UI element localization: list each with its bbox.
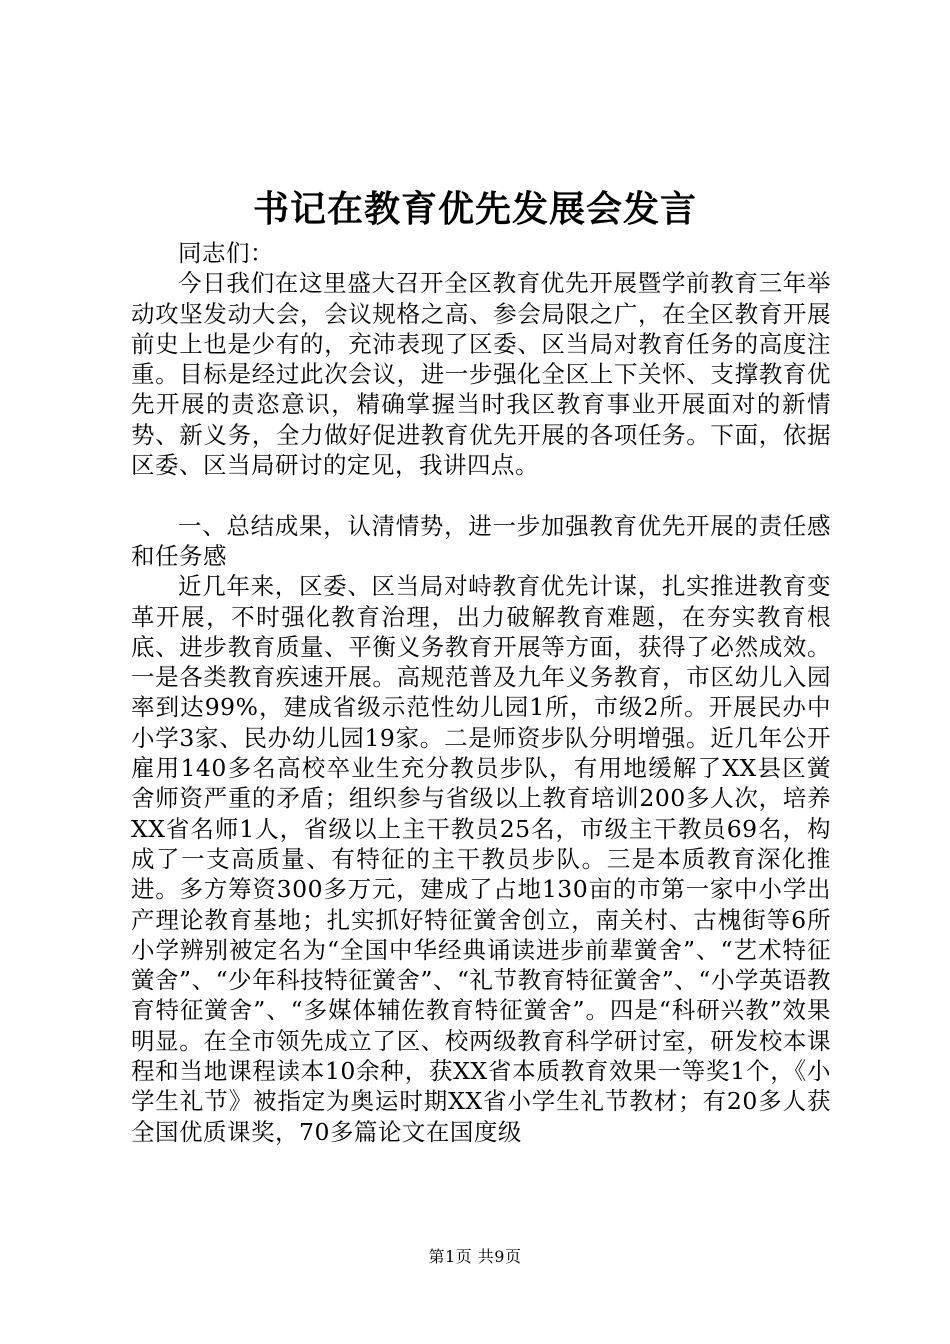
salutation-paragraph: 同志们： (178, 239, 274, 267)
intro-paragraph: 今日我们在这里盛大召开全区教育优先开展暨学前教育三年举动攻坚发动大会，会议规格之高、参会局限之广，在全区教育开展前史上也是少有的，充沛表现了区委、区当局对教育任务的高度注重。目标是经过此次会议，进一步强化全区上下关怀、支撑教育优先开展的责恣意识，精确掌握当时我区教育事业开展面对的新情势、新义务，全力做好促进教育优先开展的各项任务。下面，依据区委、区当局研讨的定见，我讲四点。 (131, 269, 831, 480)
section-heading: 一、总结成果，认清情势，进一步加强教育优先开展的责任感和任务感 (131, 511, 831, 570)
document-title: 书记在教育优先发展会发言 (252, 188, 697, 230)
page-number-footer: 第1页 共9页 (428, 1247, 522, 1266)
body-paragraph: 近几年来，区委、区当局对峙教育优先计谋，扎实推进教育变革开展，不时强化教育治理，出力破解教育难题，在夯实教育根底、进步教育质量、平衡义务教育开展等方面，获得了必然成效。一是各类教育疾速开展。高规范普及九年义务教育，市区幼儿入园率到达99%，建成省级示范性幼儿园1所，市级2所。开展民办中小学3家、民办幼儿园19家。二是师资步队分明增强。近几年公开雇用140多名高校卒业生充分教员步队，有用地缓解了XX县区黉舍师资严重的矛盾；组织参与省级以上教育培训200多人次，培养XX省名师1人，省级以上主干教员25名，市级主干教员69名，构成了一支高质量、有特征的主干教员步队。三是本质教育深化推进。多方筹资300多万元，建成了占地130亩的市第一家中小学出产理论教育基地；扎实抓好特征黉舍创立，南关村、古槐街等6所小学辨别被定名为“全国中华经典诵读进步前辈黉舍”、“艺术特征黉舍”、“少年科技特征黉舍”、“礼节教育特征黉舍”、“小学英语教育特征黉舍”、“多媒体辅佐教育特征黉舍”。四是“科研兴教”效果明显。在全市领先成立了区、校两级教育科学研讨室，研发校本课程和当地课程读本10余种，获XX省本质教育效果一等奖1个，《小学生礼节》被指定为奥运时期XX省小学生礼节教材；有20多人获全国优质课奖，70多篇论文在国度级 (131, 572, 831, 1146)
document-body (131, 238, 831, 1147)
